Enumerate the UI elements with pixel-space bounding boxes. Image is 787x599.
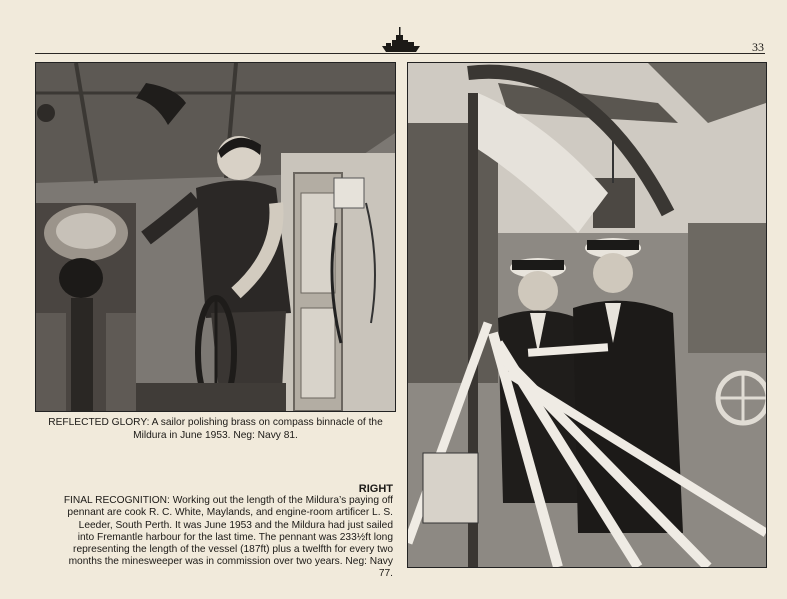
page-number: 33	[752, 40, 764, 54]
caption-heading: RIGHT	[358, 483, 393, 495]
ship-icon	[380, 26, 422, 54]
caption-body: FINAL RECOGNITION: Working out the length of the Mildura’s paying off pennant are cook R. C. White, Maylands, and engine-room artificer L. S. Leeder, South Perth. It was June 1953 and the Mildura had just sailed into Fremantle harbour for the last time. The pennant was 233½ft long representing the length of the vessel (187ft) plus a twelfth for every two months the minesweeper was in commission over two years. Neg: Navy 77.	[63, 495, 393, 580]
officers-pennant-photo	[407, 62, 767, 568]
sailor-binnacle-photo	[35, 62, 396, 412]
caption-final-recognition	[60, 483, 393, 581]
caption-reflected-glory: REFLECTED GLORY: A sailor polishing brass on compass binnacle of the Mildura in June 1953. Neg: Navy 81.	[48, 417, 383, 441]
